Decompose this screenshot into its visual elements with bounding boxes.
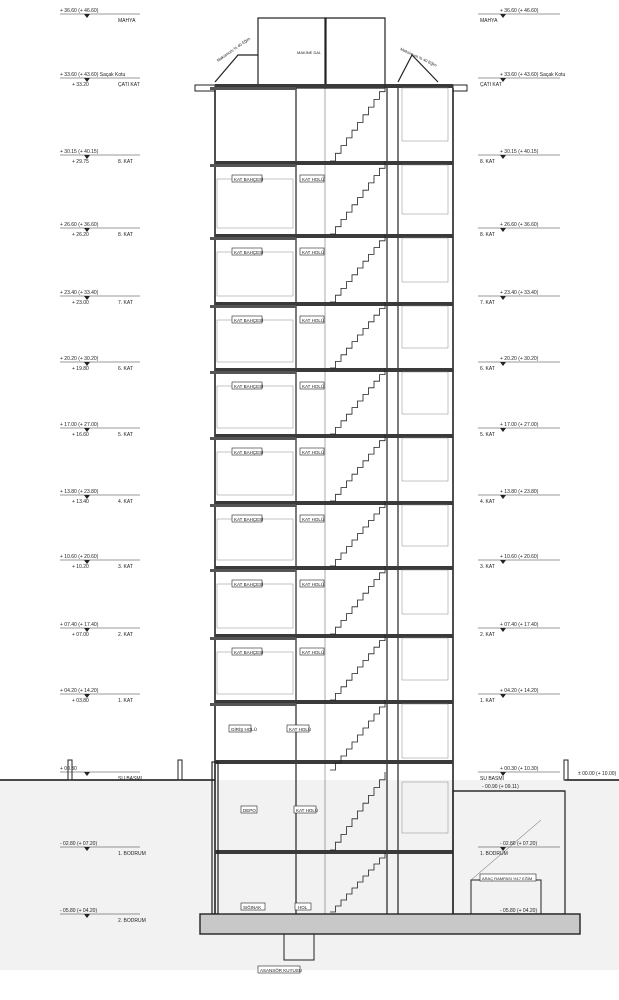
elevator-pit-label: ASANSÖR KUYUSU	[260, 968, 303, 973]
level-triangle-marker	[500, 362, 506, 366]
garden-wall-left-2	[178, 760, 182, 780]
stair-window	[402, 165, 448, 214]
level-value-right: + 07.40 (+ 17.40)	[500, 622, 539, 628]
stair-flight	[330, 368, 385, 434]
basement-slab	[215, 850, 453, 854]
balcony-label: KAT BAHÇESİ	[234, 250, 264, 255]
balcony-opening	[217, 452, 293, 495]
level-value-right: + 13.80 (+ 23.80)	[500, 489, 539, 495]
stair-flight	[330, 566, 385, 634]
ramp-note-label: ARAÇ RAMPASI %17 EĞİM	[482, 876, 533, 881]
level-value-right: + 04.20 (+ 14.20)	[500, 688, 539, 694]
level-subvalue-left: + 16.60	[72, 432, 89, 438]
entry-hall-label-2: KAT HOLÜ	[289, 727, 312, 732]
level-value-right: + 26.60 (+ 36.60)	[500, 222, 539, 228]
level-label-right: 3. KAT	[480, 564, 495, 570]
stair-tower-roof	[325, 18, 385, 88]
window-bands	[217, 88, 448, 833]
ground-level-right-value: ± 00.00 (+ 10.00)	[578, 771, 617, 777]
balcony-slab	[210, 504, 296, 507]
depot-label: DEPO	[243, 808, 256, 813]
stair-window	[402, 306, 448, 348]
entry-hall-label: GİRİŞ HOLÜ	[231, 727, 258, 732]
level-value-left: + 30.15 (+ 40.15)	[60, 149, 99, 155]
stair-flight	[330, 700, 385, 770]
stair-window	[402, 704, 448, 758]
stair-flight	[330, 161, 385, 234]
foundation-raft	[200, 914, 580, 934]
hall-label: KAT HOLÜ	[302, 177, 325, 182]
level-subvalue-left: + 03.80	[72, 698, 89, 704]
stair-flight	[330, 434, 385, 501]
stair-window	[402, 570, 448, 614]
level-value-right: + 36.60 (+ 46.60)	[500, 8, 539, 14]
level-value-left: - 02.80 (+ 07.20)	[60, 841, 98, 847]
balcony-label: KAT BAHÇESİ	[234, 177, 264, 182]
stair-flight	[330, 84, 385, 161]
level-label-right: 8. KAT	[480, 232, 495, 238]
stair-window	[402, 372, 448, 414]
level-triangle-marker	[500, 495, 506, 499]
hall-label: KAT HOLÜ	[302, 650, 325, 655]
balcony-label: KAT BAHÇESİ	[234, 384, 264, 389]
machine-room-label: MAKİNE DAİ.	[297, 50, 322, 55]
level-value-right: + 00.30 (+ 10.30)	[500, 766, 539, 772]
balcony-label: KAT BAHÇESİ	[234, 318, 264, 323]
level-label-left: 8. KAT	[118, 232, 133, 238]
balcony-opening	[217, 386, 293, 428]
level-value-right: + 20.20 (+ 30.20)	[500, 356, 539, 362]
level-value-right: + 30.15 (+ 40.15)	[500, 149, 539, 155]
level-label-right: 5. KAT	[480, 432, 495, 438]
stair-flight	[330, 634, 385, 700]
level-subvalue-left: + 13.40	[72, 499, 89, 505]
balcony-slab	[210, 437, 296, 440]
level-value-left: - 05.80 (+ 04.20)	[60, 908, 98, 914]
level-triangle-marker	[500, 560, 506, 564]
level-subvalue-left: + 10.20	[72, 564, 89, 570]
level-subvalue-left: + 33.20	[72, 82, 89, 88]
balcony-label: KAT BAHÇESİ	[234, 450, 264, 455]
level-label-right: 6. KAT	[480, 366, 495, 372]
balcony-opening	[217, 652, 293, 694]
level-label-right: SU BASMI	[480, 776, 504, 782]
hall-label: KAT HOLÜ	[302, 318, 325, 323]
level-value-left: + 23.40 (+ 33.40)	[60, 290, 99, 296]
level-triangle-marker	[84, 14, 90, 18]
level-label-right: 7. KAT	[480, 300, 495, 306]
ground-slab	[215, 760, 453, 764]
balcony-opening	[217, 519, 293, 560]
level-value-left: + 17.00 (+ 27.00)	[60, 422, 99, 428]
level-value-left: + 26.60 (+ 36.60)	[60, 222, 99, 228]
level-label-left: ÇATI KAT	[118, 82, 140, 88]
hall-label: KAT HOLÜ	[302, 250, 325, 255]
level-label-left: 8. KAT	[118, 159, 133, 165]
balcony-label: KAT BAHÇESİ	[234, 650, 264, 655]
level-triangle-marker	[500, 155, 506, 159]
stair-flight	[330, 302, 385, 368]
level-value-left: + 10.60 (+ 20.60)	[60, 554, 99, 560]
basement-hall-label: KAT HOLÜ	[296, 808, 319, 813]
level-subvalue-left: + 23.00	[72, 300, 89, 306]
level-subvalue-left: + 07.00	[72, 632, 89, 638]
level-value-right: + 33.60 (+ 43.60) Saçak Kotu	[500, 72, 566, 78]
stair-window	[402, 238, 448, 282]
level-label-left: MAHYA	[118, 18, 136, 24]
level-value-right: - 05.80 (+ 04.20)	[500, 908, 538, 914]
level-value-left: + 04.20 (+ 14.20)	[60, 688, 99, 694]
hall-label: KAT HOLÜ	[302, 384, 325, 389]
balcony-slab	[210, 87, 296, 90]
balcony-opening	[217, 320, 293, 362]
level-value-left: + 07.40 (+ 17.40)	[60, 622, 99, 628]
level-label-left: 6. KAT	[118, 366, 133, 372]
level-label-left: 2. KAT	[118, 632, 133, 638]
balcony-slab	[210, 703, 296, 706]
level-subvalue-left: + 29.75	[72, 159, 89, 165]
level-label-right: 4. KAT	[480, 499, 495, 505]
stair-flight	[330, 234, 385, 302]
level-label-left: 1. KAT	[118, 698, 133, 704]
balcony-opening	[217, 584, 293, 628]
level-label-left: 2. BODRUM	[118, 918, 146, 924]
level-label-right: ÇATI KAT	[480, 82, 502, 88]
level-subvalue-left: + 19.80	[72, 366, 89, 372]
stair-window	[402, 638, 448, 680]
ramp-level-value: - 00.90 (+ 09.11)	[482, 784, 519, 790]
stair-window	[402, 438, 448, 481]
level-value-right: + 23.40 (+ 33.40)	[500, 290, 539, 296]
balcony-opening	[217, 179, 293, 228]
level-label-left: SU BASMI	[118, 776, 142, 782]
level-label-right: 2. KAT	[480, 632, 495, 638]
shelter-label: SIĞINAK	[243, 905, 262, 910]
stair-window	[402, 88, 448, 141]
balcony-label: KAT BAHÇESİ	[234, 582, 264, 587]
roof-parapet-right	[453, 85, 467, 91]
level-value-right: + 10.60 (+ 20.60)	[500, 554, 539, 560]
level-label-right: MAHYA	[480, 18, 498, 24]
roof-slope-right-label: Maksimum % 40 Eğim	[399, 46, 438, 68]
level-value-left: + 13.80 (+ 23.80)	[60, 489, 99, 495]
level-value-right: + 17.00 (+ 27.00)	[500, 422, 539, 428]
balcony-slab	[210, 569, 296, 572]
level-triangle-marker	[500, 694, 506, 698]
hall-label: KAT HOLÜ	[302, 517, 325, 522]
level-triangle-marker	[500, 628, 506, 632]
level-label-right: 8. KAT	[480, 159, 495, 165]
balcony-slab	[210, 371, 296, 374]
level-value-left: + 20.20 (+ 30.20)	[60, 356, 99, 362]
garden-wall-right	[564, 760, 568, 780]
level-value-left: + 36.60 (+ 46.60)	[60, 8, 99, 14]
level-triangle-marker	[84, 772, 90, 776]
hall-label: KAT HOLÜ	[302, 582, 325, 587]
balcony-slab	[210, 237, 296, 240]
balcony-slab	[210, 305, 296, 308]
lobby-label: HOL	[298, 905, 308, 910]
level-triangle-marker	[500, 228, 506, 232]
level-subvalue-left: + 26.20	[72, 232, 89, 238]
level-value-left: + 33.60 (+ 43.60) Saçak Kotu	[60, 72, 126, 78]
level-triangle-marker	[500, 428, 506, 432]
level-label-left: 5. KAT	[118, 432, 133, 438]
level-label-left: 4. KAT	[118, 499, 133, 505]
level-value-right: - 02.80 (+ 07.20)	[500, 841, 538, 847]
roof-slope-left-label: Maksimum % 40 Eğim	[215, 35, 252, 63]
stair-flight	[330, 501, 385, 566]
balcony-slab	[210, 164, 296, 167]
floor-slabs	[210, 84, 453, 854]
balcony-label: KAT BAHÇESİ	[234, 517, 264, 522]
balcony-slab	[210, 637, 296, 640]
hall-label: KAT HOLÜ	[302, 450, 325, 455]
balcony-opening	[217, 252, 293, 296]
level-triangle-marker	[500, 296, 506, 300]
level-label-left: 3. KAT	[118, 564, 133, 570]
level-label-left: 7. KAT	[118, 300, 133, 306]
level-label-right: 1. BODRUM	[480, 851, 508, 857]
level-label-left: 1. BODRUM	[118, 851, 146, 857]
level-triangle-marker	[500, 14, 506, 18]
level-value-left: + 00.30	[60, 766, 77, 772]
stair-window	[402, 505, 448, 546]
level-label-right: 1. KAT	[480, 698, 495, 704]
